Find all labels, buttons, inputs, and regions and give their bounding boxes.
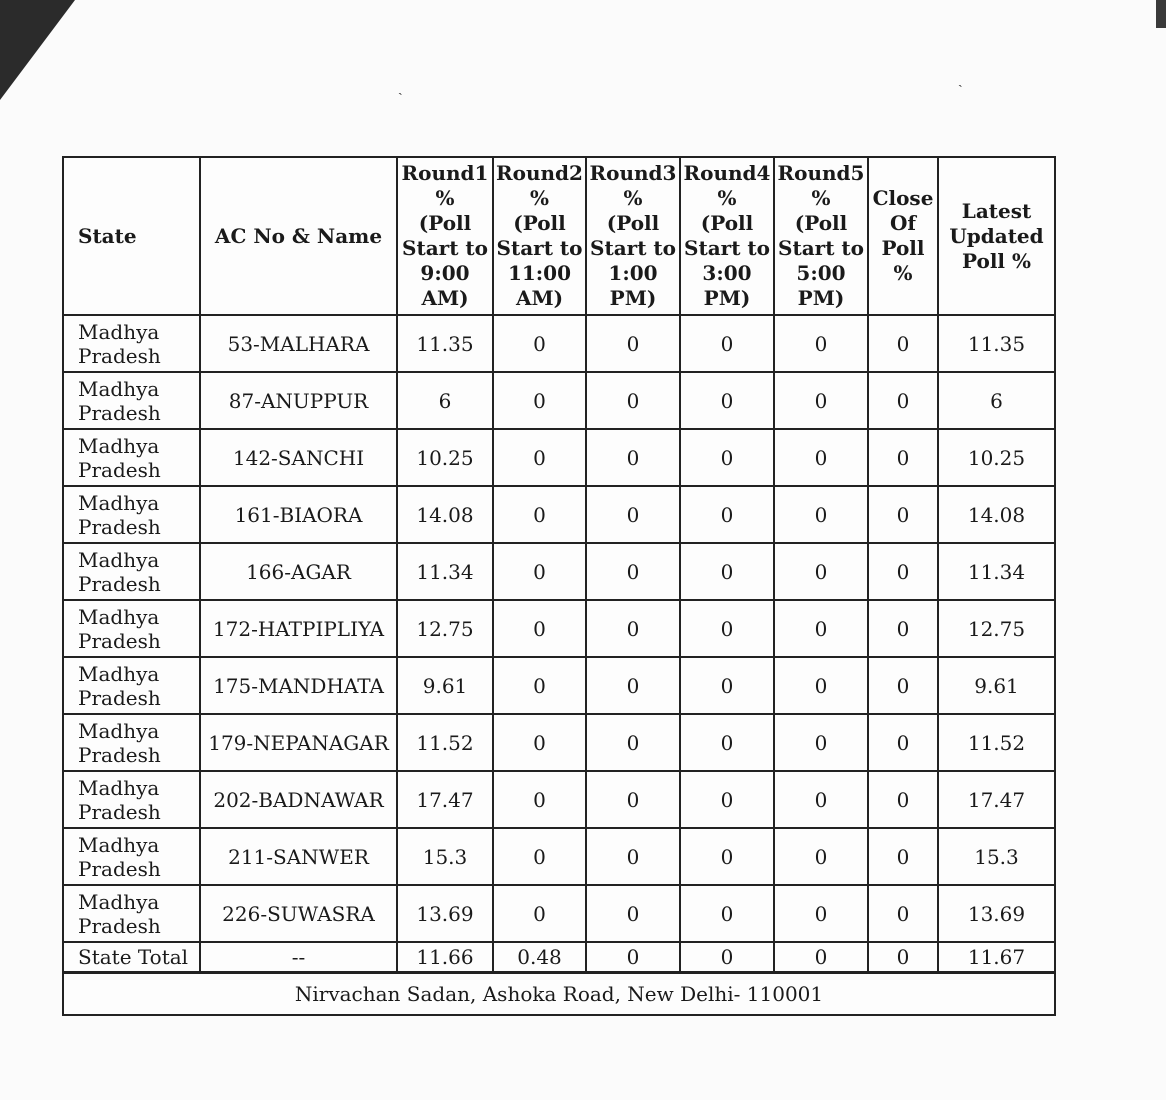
ac-name-cell: 211-SANWER [200,828,397,885]
pen-mark: ˏ [398,80,403,96]
round1-cell: 11.35 [397,315,493,372]
poll-percentage-table [62,156,1056,1016]
close-poll-cell: 0 [868,714,938,771]
close-poll-cell: 0 [868,486,938,543]
round5-cell: 0 [774,771,868,828]
round2-cell: 0 [493,771,586,828]
ac-name-cell: 142-SANCHI [200,429,397,486]
latest-poll-cell: 17.47 [938,771,1055,828]
round1-cell: 6 [397,372,493,429]
round3-cell: 0 [586,657,680,714]
state-cell: State Total [63,942,200,972]
header-round1: Round1 % (Poll Start to 9:00 AM) [397,157,493,315]
header-row [63,157,1055,315]
round4-cell: 0 [680,543,774,600]
round5-cell: 0 [774,828,868,885]
state-cell: Madhya Pradesh [63,657,200,714]
round1-cell: 17.47 [397,771,493,828]
state-cell: Madhya Pradesh [63,828,200,885]
round1-cell: 11.52 [397,714,493,771]
round5-cell: 0 [774,543,868,600]
latest-poll-cell: 11.35 [938,315,1055,372]
table-row [63,771,1055,828]
round1-cell: 14.08 [397,486,493,543]
round5-cell: 0 [774,429,868,486]
latest-poll-cell: 14.08 [938,486,1055,543]
round1-cell: 9.61 [397,657,493,714]
header-round2: Round2 % (Poll Start to 11:00 AM) [493,157,586,315]
table-row [63,714,1055,771]
ac-name-cell: 172-HATPIPLIYA [200,600,397,657]
state-cell: Madhya Pradesh [63,429,200,486]
close-poll-cell: 0 [868,942,938,972]
latest-poll-cell: 12.75 [938,600,1055,657]
close-poll-cell: 0 [868,885,938,942]
round5-cell: 0 [774,885,868,942]
state-cell: Madhya Pradesh [63,714,200,771]
close-poll-cell: 0 [868,828,938,885]
round3-cell: 0 [586,600,680,657]
round5-cell: 0 [774,372,868,429]
close-poll-cell: 0 [868,543,938,600]
header-latest-updated: Latest Updated Poll % [938,157,1055,315]
footer-address: Nirvachan Sadan, Ashoka Road, New Delhi- 110001 [63,972,1055,1015]
table-row [63,828,1055,885]
header-close-of-poll: Close Of Poll % [868,157,938,315]
round4-cell: 0 [680,771,774,828]
round5-cell: 0 [774,714,868,771]
close-poll-cell: 0 [868,771,938,828]
close-poll-cell: 0 [868,657,938,714]
round1-cell: 15.3 [397,828,493,885]
latest-poll-cell: 10.25 [938,429,1055,486]
round2-cell: 0.48 [493,942,586,972]
header-round4: Round4 % (Poll Start to 3:00 PM) [680,157,774,315]
round3-cell: 0 [586,714,680,771]
round1-cell: 10.25 [397,429,493,486]
ac-name-cell: 166-AGAR [200,543,397,600]
latest-poll-cell: 6 [938,372,1055,429]
round2-cell: 0 [493,543,586,600]
round4-cell: 0 [680,942,774,972]
round4-cell: 0 [680,372,774,429]
round3-cell: 0 [586,372,680,429]
round3-cell: 0 [586,771,680,828]
latest-poll-cell: 13.69 [938,885,1055,942]
ac-name-cell: 175-MANDHATA [200,657,397,714]
footer-row [63,972,1055,1015]
round2-cell: 0 [493,828,586,885]
table-row [63,486,1055,543]
table-row [63,657,1055,714]
round3-cell: 0 [586,429,680,486]
header-round3: Round3 % (Poll Start to 1:00 PM) [586,157,680,315]
header-ac-no-name: AC No & Name [200,157,397,315]
round4-cell: 0 [680,714,774,771]
latest-poll-cell: 9.61 [938,657,1055,714]
round3-cell: 0 [586,828,680,885]
round1-cell: 13.69 [397,885,493,942]
round2-cell: 0 [493,600,586,657]
round5-cell: 0 [774,942,868,972]
table-row [63,372,1055,429]
latest-poll-cell: 11.52 [938,714,1055,771]
ac-name-cell: 161-BIAORA [200,486,397,543]
dark-corner-shadow [0,0,75,100]
round1-cell: 12.75 [397,600,493,657]
round2-cell: 0 [493,315,586,372]
ac-name-cell: 87-ANUPPUR [200,372,397,429]
round2-cell: 0 [493,885,586,942]
state-cell: Madhya Pradesh [63,885,200,942]
round2-cell: 0 [493,486,586,543]
header-state: State [63,157,200,315]
round5-cell: 0 [774,486,868,543]
table-row [63,885,1055,942]
state-cell: Madhya Pradesh [63,600,200,657]
round3-cell: 0 [586,942,680,972]
state-total-row [63,942,1055,972]
round5-cell: 0 [774,600,868,657]
state-cell: Madhya Pradesh [63,543,200,600]
round4-cell: 0 [680,600,774,657]
round4-cell: 0 [680,657,774,714]
state-cell: Madhya Pradesh [63,315,200,372]
header-round5: Round5 % (Poll Start to 5:00 PM) [774,157,868,315]
ac-name-cell: 179-NEPANAGAR [200,714,397,771]
table-row [63,600,1055,657]
table-row [63,543,1055,600]
round4-cell: 0 [680,429,774,486]
round4-cell: 0 [680,486,774,543]
close-poll-cell: 0 [868,429,938,486]
table-row [63,429,1055,486]
ac-name-cell: 53-MALHARA [200,315,397,372]
latest-poll-cell: 15.3 [938,828,1055,885]
round2-cell: 0 [493,657,586,714]
round5-cell: 0 [774,657,868,714]
state-cell: Madhya Pradesh [63,771,200,828]
round4-cell: 0 [680,828,774,885]
round2-cell: 0 [493,714,586,771]
round1-cell: 11.34 [397,543,493,600]
ac-name-cell: 202-BADNAWAR [200,771,397,828]
pen-mark: ˏ [958,72,963,88]
table-row [63,315,1055,372]
latest-poll-cell: 11.67 [938,942,1055,972]
state-cell: Madhya Pradesh [63,372,200,429]
round1-cell: 11.66 [397,942,493,972]
ac-name-cell: -- [200,942,397,972]
round3-cell: 0 [586,486,680,543]
close-poll-cell: 0 [868,315,938,372]
round5-cell: 0 [774,315,868,372]
latest-poll-cell: 11.34 [938,543,1055,600]
round2-cell: 0 [493,372,586,429]
close-poll-cell: 0 [868,372,938,429]
round4-cell: 0 [680,315,774,372]
round3-cell: 0 [586,543,680,600]
ac-name-cell: 226-SUWASRA [200,885,397,942]
round4-cell: 0 [680,885,774,942]
dark-edge-shadow [1156,0,1166,28]
round3-cell: 0 [586,315,680,372]
round2-cell: 0 [493,429,586,486]
close-poll-cell: 0 [868,600,938,657]
round3-cell: 0 [586,885,680,942]
state-cell: Madhya Pradesh [63,486,200,543]
